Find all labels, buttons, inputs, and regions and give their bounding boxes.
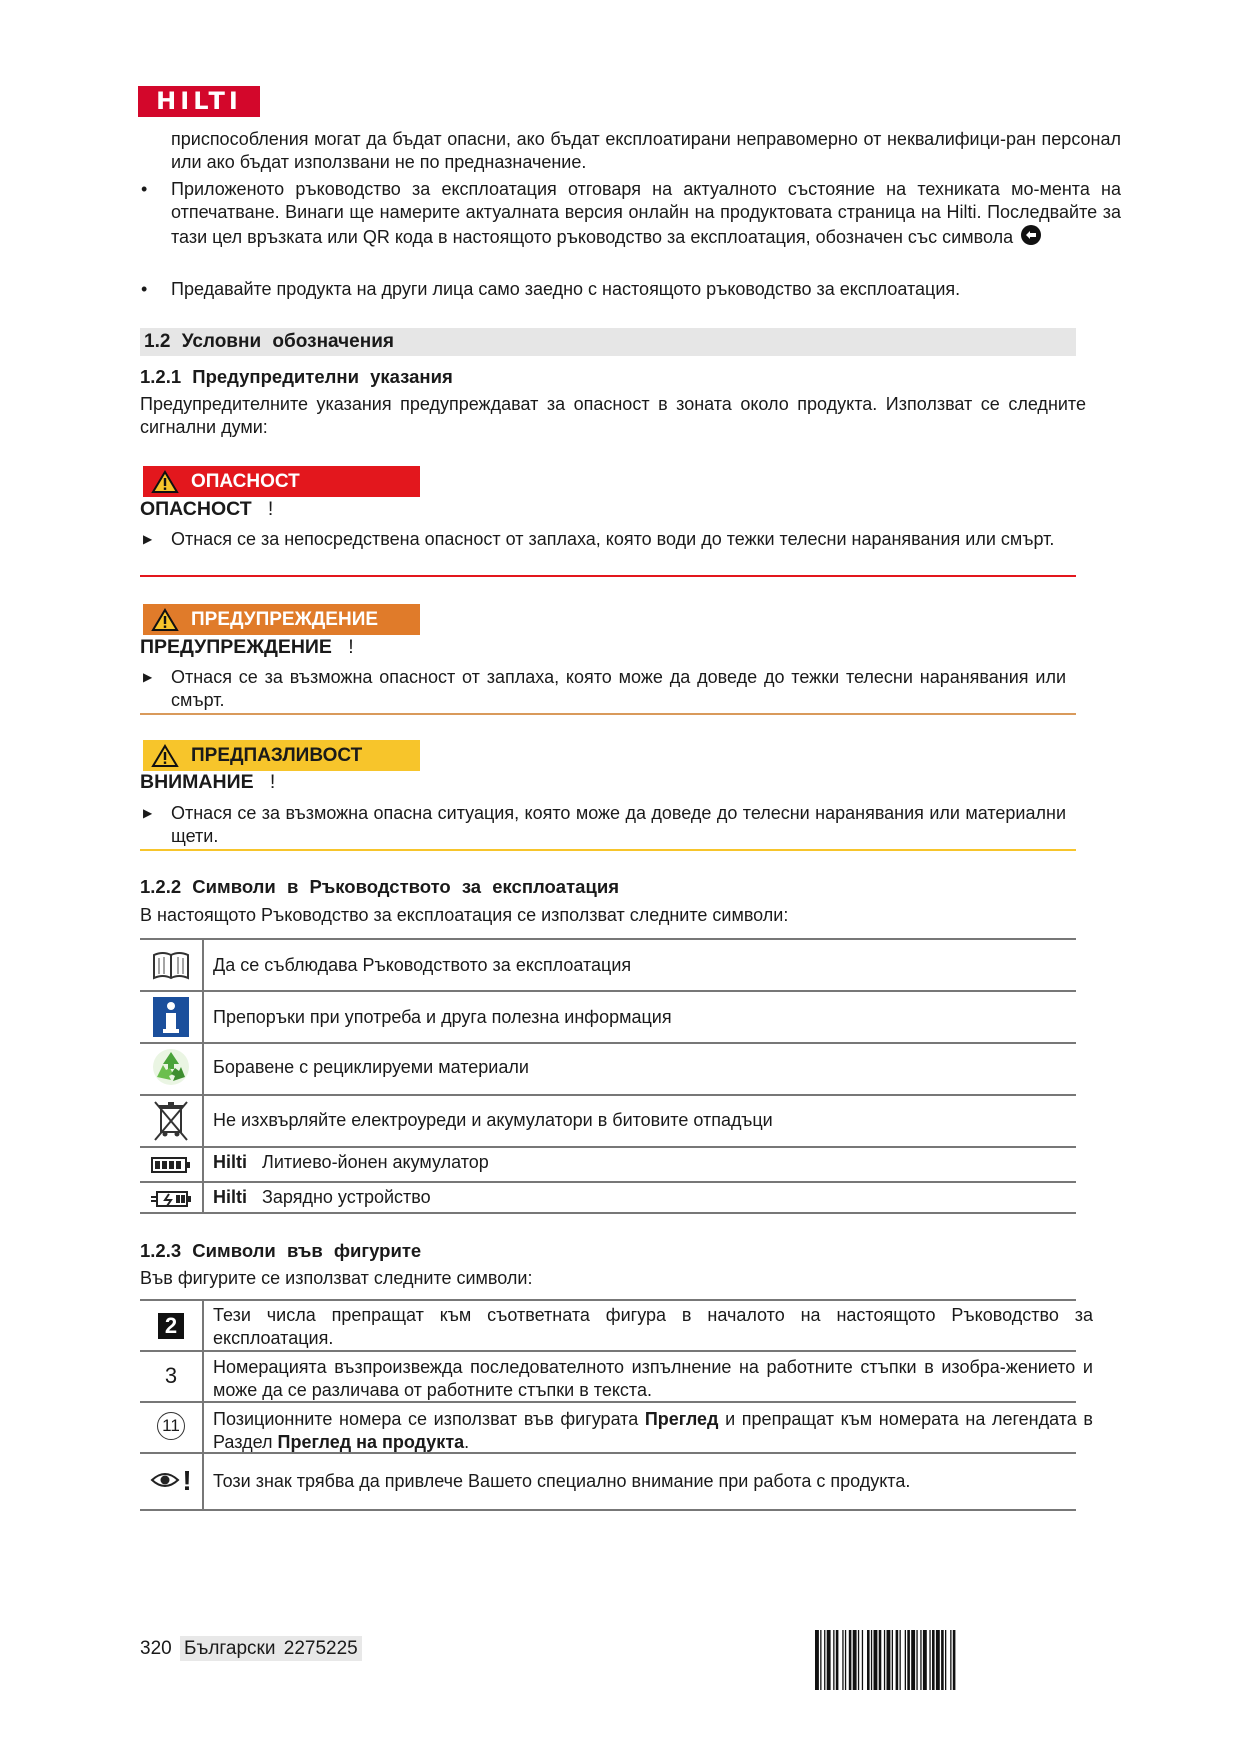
danger-description-text: Отнася се за непосредствена опасност от заплаха, която води до тежки телесни наранявания или смърт.: [171, 529, 1055, 549]
bullet-dot: •: [141, 179, 148, 199]
intro-bullet-1-text: Приложеното ръководство за експлоатация отговаря на актуалното състояние на техниката мо-мента на отпечатване. Винаги ще намерите актуалната версия онлайн на продуктовата страница на Hilti. Последвайте за тази цел връзката или QR кода в настоящото ръководство за експлоатация, обозначен със символа: [171, 179, 1121, 247]
step-number-symbol: [146, 1358, 196, 1394]
table-rule: [140, 1146, 1076, 1148]
warning-description-text: Отнася се за възможна опасност от заплаха, която може да доведе до тежки телесни наранявания или смърт.: [171, 667, 1066, 710]
figure-row-3-part-b: и препращат към номерата на легендата в Раздел: [213, 1409, 1093, 1452]
section-1-2-1-text: Предупредителните указания предупреждават за опасност в зоната около продукта. Използват се следните сигнални думи:: [140, 394, 1086, 437]
exclamation-mark: !: [182, 1464, 192, 1496]
table-rule: [140, 1350, 1076, 1352]
danger-word-text: ОПАСНОСТ: [140, 498, 252, 520]
danger-label-text: ОПАСНОСТ: [191, 471, 300, 492]
page-number: 320: [140, 1638, 172, 1659]
table-divider: [202, 938, 204, 1213]
table-rule: [140, 938, 1076, 940]
table-rule: [140, 1452, 1076, 1454]
manual-book-icon: [146, 945, 196, 985]
symbol-row-5-text: Литиево-йонен акумулатор: [262, 1152, 489, 1172]
page-footer: [140, 1637, 362, 1660]
intro-bullet-1: [141, 178, 1121, 252]
section-1-2-title: 1.2 Условни обозначения: [140, 328, 1076, 356]
caution-label-text: ПРЕДПАЗЛИВОСТ: [191, 745, 363, 766]
brand-hilti: Hilti: [213, 1152, 247, 1172]
danger-mark: !: [267, 498, 274, 520]
table-divider: [202, 1299, 204, 1510]
step-number: 3: [164, 1363, 178, 1388]
table-rule: [140, 1509, 1076, 1511]
footer-language: Български 2275225: [180, 1636, 362, 1661]
caution-word-text: ВНИМАНИЕ: [140, 771, 254, 793]
arrow-bullet: ▶: [143, 806, 153, 820]
figure-row-3-bold-b: Преглед на продукта: [277, 1432, 465, 1452]
crossed-bin-icon: [146, 1098, 196, 1142]
figure-row-2-text: Номерацията възпроизвежда последователното изпълнение на работните стъпки в изобра-жението и може да се различава от работните стъпки в текста.: [213, 1357, 1093, 1400]
intro-continued-text: приспособления могат да бъдат опасни, ако бъдат експлоатирани неправомерно от неквалифици-ран персонал или ако бъдат използвани не по предназначение.: [171, 129, 1121, 172]
caution-signal-label: [143, 740, 420, 771]
figure-row-3-part-a: Позиционните номера се използват във фигурата: [213, 1409, 639, 1429]
eye-attention-icon: [146, 1460, 196, 1500]
section-1-2-2-text: В настоящото Ръководство за експлоатация се използват следните символи:: [140, 905, 789, 925]
danger-rule: [140, 575, 1076, 577]
table-rule: [140, 990, 1076, 992]
warning-signal-word: [140, 636, 354, 659]
warning-rule: [140, 713, 1076, 715]
barcode: [815, 1630, 1070, 1690]
charger-icon: [146, 1184, 196, 1214]
symbol-row-3-text: Боравене с рециклируеми материали: [213, 1057, 529, 1077]
table-rule: [140, 1212, 1076, 1214]
position-number-circle: 11: [157, 1412, 185, 1440]
qr-link-icon: [1020, 224, 1042, 252]
danger-description: [143, 528, 1066, 551]
figure-row-1-text: Тези числа препращат към съответната фигура в началото на настоящото Ръководство за експлоатация.: [213, 1305, 1093, 1348]
brand-hilti: Hilti: [213, 1187, 247, 1207]
bullet-dot: •: [141, 279, 148, 299]
recycle-icon: [146, 1046, 196, 1088]
symbol-row-1-text: Да се съблюдава Ръководството за експлоатация: [213, 955, 632, 975]
intro-bullet-2: [141, 278, 1121, 301]
danger-signal-label: [143, 466, 420, 497]
symbol-row-5: [213, 1151, 1093, 1174]
figure-row-4-text: Този знак трябва да привлече Вашето специално внимание при работа с продукта.: [213, 1471, 911, 1491]
caution-description: [143, 802, 1066, 848]
symbol-row-6-text: Зарядно устройство: [262, 1187, 431, 1207]
warning-mark: !: [348, 636, 354, 658]
warning-word-text: ПРЕДУПРЕЖДЕНИЕ: [140, 636, 332, 658]
position-number-symbol: [146, 1408, 196, 1444]
section-1-2-2-title: 1.2.2 Символи в Ръководството за експлоатация: [140, 876, 619, 897]
figure-number-symbol: [146, 1308, 196, 1344]
warning-label-text: ПРЕДУПРЕЖДЕНИЕ: [191, 609, 379, 630]
warning-signal-label: [143, 604, 420, 635]
document-number: 2275225: [283, 1638, 358, 1659]
intro-bullet-2-text: Предавайте продукта на други лица само заедно с настоящото ръководство за експлоатация.: [171, 279, 961, 299]
battery-icon: [146, 1150, 196, 1180]
table-rule: [140, 1299, 1076, 1301]
caution-description-text: Отнася се за възможна опасна ситуация, която може да доведе до телесни наранявания или материални щети.: [171, 803, 1066, 846]
arrow-bullet: ▶: [143, 532, 153, 546]
warning-description: [143, 666, 1066, 712]
arrow-bullet: ▶: [143, 670, 153, 684]
caution-rule: [140, 849, 1076, 851]
hilti-logo: HILTI: [138, 86, 260, 117]
symbol-row-6: [213, 1186, 1093, 1209]
figure-row-3-part-c: .: [464, 1432, 470, 1452]
table-rule: [140, 1042, 1076, 1044]
table-rule: [140, 1401, 1076, 1403]
table-rule: [140, 1094, 1076, 1096]
figure-number-badge: 2: [158, 1313, 184, 1339]
danger-signal-word: [140, 498, 273, 521]
section-1-2-3-title: 1.2.3 Символи във фигурите: [140, 1240, 422, 1261]
caution-signal-word: [140, 771, 275, 794]
symbol-row-4-text: Не изхвърляйте електроуреди и акумулатори в битовите отпадъци: [213, 1110, 773, 1130]
section-1-2-1-title: 1.2.1 Предупредителни указания: [140, 366, 453, 387]
section-1-2-3-text: Във фигурите се използват следните символи:: [140, 1268, 533, 1288]
figure-row-3-bold-a: Преглед: [644, 1409, 719, 1429]
symbol-row-2-text: Препоръки при употреба и друга полезна информация: [213, 1007, 672, 1027]
info-icon: [146, 995, 196, 1039]
table-rule: [140, 1181, 1076, 1183]
caution-mark: !: [269, 771, 276, 793]
figure-row-3-text: [213, 1408, 1093, 1454]
